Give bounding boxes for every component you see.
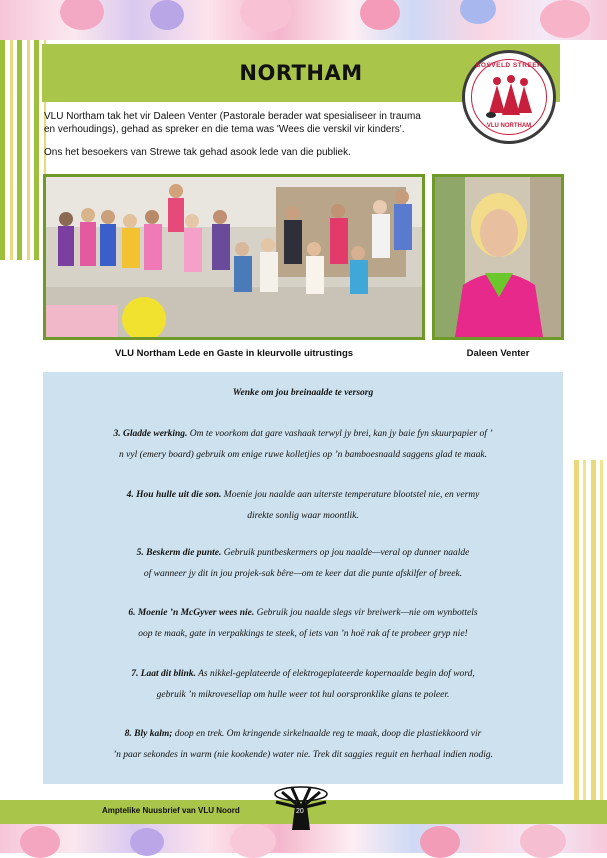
tip-text: doop en trek. Om kringende sirkelnaalde reg te maak, doop die plastiekkoord vir (172, 729, 482, 739)
tip-text-line-2: gebruik ’n mikrovesellap om hulle weer tot hul oorspronklike glans te poleer. (156, 690, 450, 700)
tip-title: 7. Laat dit blink. (131, 669, 196, 679)
tip-item (63, 664, 543, 706)
group-photo-caption: VLU Northam Lede en Gaste in kleurvolle uitrustings (114, 348, 354, 359)
floral-border-top (0, 0, 607, 40)
tip-item (63, 603, 543, 645)
footer-publication: Amptelike Nuusbrief van VLU Noord (102, 806, 240, 815)
logo-bottom-text: VLU NORTHAM (486, 123, 532, 129)
tip-text: Gebruik jou naalde slegs vir breiwerk—nie om wynbottels (254, 608, 478, 618)
portrait-photo (432, 174, 564, 340)
page-number: 20 (296, 808, 304, 815)
intro-paragraph-1 (44, 110, 464, 136)
group-photo-image (46, 177, 422, 337)
portrait-photo-image (435, 177, 561, 337)
intro-line-2: en verhoudings), gehad as spreker en die tema was 'Wees die verskil vir kinders'. (44, 124, 405, 135)
tip-text: Moenie jou naalde aan uiterste temperature blootstel nie, en vermy (221, 490, 480, 500)
group-photo (43, 174, 425, 340)
intro-line-1: VLU Northam tak het vir Daleen Venter (Pastorale berader wat spesialiseer in trauma (44, 111, 421, 122)
tip-text-line-2: ’n paar sekondes in warm (nie kookende) water nie. Trek dit saggies reguit en herhaal indien nodig. (112, 750, 494, 760)
dancing-women-icon (483, 73, 535, 121)
tips-heading: Wenke om jou breinaalde te versorg (232, 388, 374, 398)
logo-top-text: BOSVELD STREEK (475, 62, 543, 69)
tip-title: 5. Beskerm die punte. (136, 548, 222, 558)
tip-text-line-2: n vyl (emery board) gebruik om enige ruwe kolletjies op ’n bamboesnaald saggens glad te maak. (119, 450, 487, 460)
tip-item (63, 485, 543, 527)
tip-text: Gebruik puntbeskermers op jou naalde—veral op dunner naalde (221, 548, 470, 558)
tip-title: 4. Hou hulle uit die son. (126, 490, 222, 500)
portrait-photo-caption: Daleen Venter (466, 348, 530, 359)
tip-item (63, 724, 543, 766)
intro-paragraph-2: Ons het besoekers van Strewe tak gehad asook lede van die publiek. (44, 147, 351, 158)
tip-title: 3. Gladde werking. (113, 429, 188, 439)
tip-text-line-2: direkte sonlig waar moontlik. (247, 511, 359, 521)
tip-text: Om te voorkom dat gare vashaak terwyl jy brei, kan jy baie fyn skuurpapier of ’ (187, 429, 493, 439)
tip-text: As nikkel-geplateerde of elektrogeplateerde kopernaalde begin dof word, (195, 669, 475, 679)
tip-item (63, 424, 543, 466)
tip-title: 8. Bly kalm; (124, 729, 173, 739)
tip-text-line-2: of wanneer jy dit in jou projek-sak bêre—om te keer dat die punte afskilfer of breek. (143, 569, 463, 579)
tip-item (63, 543, 543, 585)
page-title: NORTHAM (239, 61, 363, 85)
tip-text-line-2: oop te maak, gate in verpakkings te steek, of iets van ’n hoë rak af te probeer gryp nie! (138, 629, 468, 639)
decorative-stripes-right (569, 460, 607, 800)
vlu-northam-logo (462, 50, 556, 144)
tip-title: 6. Moenie ’n McGyver wees nie. (128, 608, 255, 618)
